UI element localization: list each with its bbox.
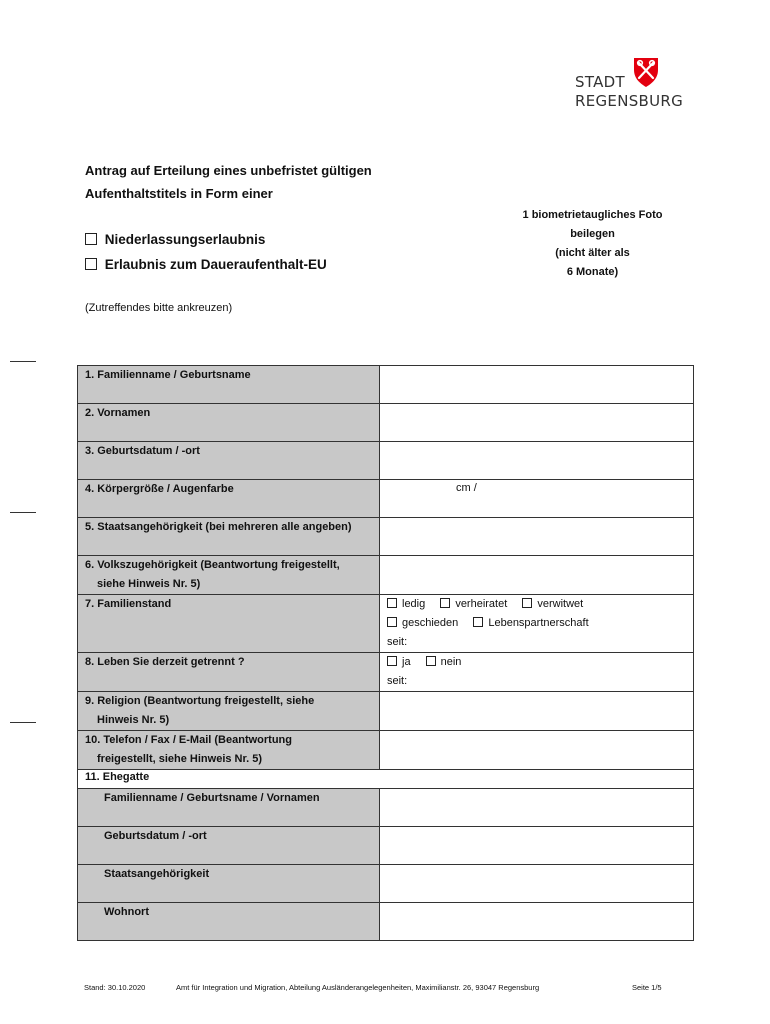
checkbox[interactable]	[522, 598, 532, 608]
fold-mark	[10, 361, 36, 362]
form-row-volkszugehoerigkeit	[78, 556, 694, 595]
field-label-text: Geburtsdatum / -ort	[104, 830, 207, 842]
field-label	[78, 903, 380, 941]
option-verheiratet[interactable]	[440, 595, 507, 614]
option-label: ledig	[402, 598, 426, 610]
seit-label: seit:	[387, 675, 408, 687]
form-row-familienname	[78, 366, 694, 404]
religion-field[interactable]	[380, 692, 694, 731]
ehegatte-geburtsdatum-field[interactable]	[380, 827, 694, 865]
form-row-staatsangehoerigkeit	[78, 518, 694, 556]
photo-note-line: (nicht älter als	[555, 247, 630, 259]
field-label	[78, 595, 380, 653]
staatsangehoerigkeit-field[interactable]	[380, 518, 694, 556]
field-label	[78, 827, 380, 865]
field-label	[78, 692, 380, 731]
getrennt-field	[380, 653, 694, 692]
form-row-geburtsdatum	[78, 442, 694, 480]
field-label	[78, 653, 380, 692]
form-row-getrennt	[78, 653, 694, 692]
field-label-text: 8. Leben Sie derzeit getrennt ?	[85, 656, 245, 668]
field-label-text: Staatsangehörigkeit	[104, 868, 210, 880]
checkbox[interactable]	[440, 598, 450, 608]
form-row-koerpergroesse	[78, 480, 694, 518]
checkbox[interactable]	[387, 656, 397, 666]
checkbox[interactable]	[426, 656, 436, 666]
option-daueraufenthalt-eu[interactable]	[85, 257, 327, 272]
logo-line-stadt: STADT	[575, 73, 625, 91]
form-row-ehegatte-staatsangehoerigkeit	[78, 865, 694, 903]
form-title-line-1: Antrag auf Erteilung eines unbefristet gültigen	[85, 163, 372, 178]
footer-date: Stand: 30.10.2020	[84, 983, 146, 992]
photo-note	[505, 206, 680, 282]
option-ja[interactable]	[387, 653, 411, 672]
form-title-line-2: Aufenthaltstitels in Form einer	[85, 186, 273, 201]
field-label-text: Hinweis Nr. 5)	[97, 714, 170, 726]
option-label: ja	[402, 656, 411, 668]
instruction-text: (Zutreffendes bitte ankreuzen)	[85, 302, 233, 314]
field-label	[78, 789, 380, 827]
field-label	[78, 366, 380, 404]
field-label-text: 1. Familienname / Geburtsname	[85, 369, 251, 381]
option-label: verheiratet	[455, 598, 508, 610]
option-label: Niederlassungserlaubnis	[104, 232, 266, 247]
field-label	[78, 556, 380, 595]
option-label: Erlaubnis zum Daueraufenthalt-EU	[104, 257, 327, 272]
checkbox[interactable]	[387, 617, 397, 627]
fold-mark	[10, 722, 36, 723]
cm-unit-text: cm /	[456, 482, 477, 494]
field-label-text: 10. Telefon / Fax / E-Mail (Beantwortung	[85, 734, 292, 746]
field-label-text: 4. Körpergröße / Augenfarbe	[85, 483, 234, 495]
seit-label: seit:	[387, 636, 408, 648]
option-geschieden[interactable]	[387, 614, 458, 633]
logo-city-name	[575, 73, 683, 111]
footer-page-number: Seite 1/5	[632, 983, 662, 992]
option-verwitwet[interactable]	[522, 595, 583, 614]
form-row-telefon	[78, 731, 694, 770]
field-label-text: 7. Familienstand	[85, 598, 172, 610]
option-ledig[interactable]	[387, 595, 425, 614]
volkszugehoerigkeit-field[interactable]	[380, 556, 694, 595]
option-label: verwitwet	[537, 598, 584, 610]
field-label	[78, 731, 380, 770]
photo-note-line: 1 biometrietaugliches Foto	[522, 209, 663, 221]
field-label-text: siehe Hinweis Nr. 5)	[97, 578, 201, 590]
application-form-table	[77, 365, 694, 941]
photo-note-line: 6 Monate)	[566, 266, 619, 278]
logo-line-regensburg: REGENSBURG	[575, 92, 684, 110]
familienstand-options-line-2	[387, 614, 693, 633]
vornamen-field[interactable]	[380, 404, 694, 442]
familienname-field[interactable]	[380, 366, 694, 404]
familienstand-options-line-1	[387, 595, 693, 614]
field-label-text: 9. Religion (Beantwortung freigestellt, siehe	[85, 695, 315, 707]
field-label	[78, 404, 380, 442]
form-row-familienstand	[78, 595, 694, 653]
form-row-ehegatte-heading	[78, 770, 694, 789]
ehegatte-name-field[interactable]	[380, 789, 694, 827]
fold-mark	[10, 512, 36, 513]
checkbox[interactable]	[85, 233, 97, 245]
getrennt-options	[387, 653, 693, 672]
regensburg-shield-icon	[632, 56, 660, 88]
option-lebenspartnerschaft[interactable]	[473, 614, 588, 633]
field-label-text: Wohnort	[104, 906, 150, 918]
option-label: nein	[440, 656, 462, 668]
option-label: Lebenspartnerschaft	[488, 617, 589, 629]
photo-note-line: beilegen	[570, 228, 615, 240]
field-label-text: 3. Geburtsdatum / -ort	[85, 445, 200, 457]
form-row-ehegatte-name	[78, 789, 694, 827]
checkbox[interactable]	[85, 258, 97, 270]
footer-office: Amt für Integration und Migration, Abteilung Ausländerangelegenheiten, Maximilianstr. 26, 93047 Regensburg	[176, 983, 540, 992]
form-row-ehegatte-wohnort	[78, 903, 694, 941]
form-row-religion	[78, 692, 694, 731]
field-label	[78, 865, 380, 903]
form-row-vornamen	[78, 404, 694, 442]
field-label	[78, 442, 380, 480]
familienstand-field	[380, 595, 694, 653]
field-label-text: Familienname / Geburtsname / Vornamen	[104, 792, 320, 804]
field-label-text: freigestellt, siehe Hinweis Nr. 5)	[97, 753, 263, 765]
ehegatte-heading: 11. Ehegatte	[78, 770, 694, 789]
option-nein[interactable]	[426, 653, 462, 672]
geburtsdatum-field[interactable]	[380, 442, 694, 480]
ehegatte-wohnort-field[interactable]	[380, 903, 694, 941]
koerpergroesse-field[interactable]	[380, 480, 694, 518]
checkbox[interactable]	[473, 617, 483, 627]
form-row-ehegatte-geburtsdatum	[78, 827, 694, 865]
field-label	[78, 518, 380, 556]
option-niederlassungserlaubnis[interactable]	[85, 232, 265, 247]
field-label	[78, 480, 380, 518]
telefon-field[interactable]	[380, 731, 694, 770]
option-label: geschieden	[402, 617, 459, 629]
checkbox[interactable]	[387, 598, 397, 608]
ehegatte-staatsangehoerigkeit-field[interactable]	[380, 865, 694, 903]
field-label-text: 5. Staatsangehörigkeit (bei mehreren alle angeben)	[85, 521, 352, 533]
field-label-text: 2. Vornamen	[85, 407, 151, 419]
field-label-text: 6. Volkszugehörigkeit (Beantwortung freigestellt,	[85, 559, 340, 571]
